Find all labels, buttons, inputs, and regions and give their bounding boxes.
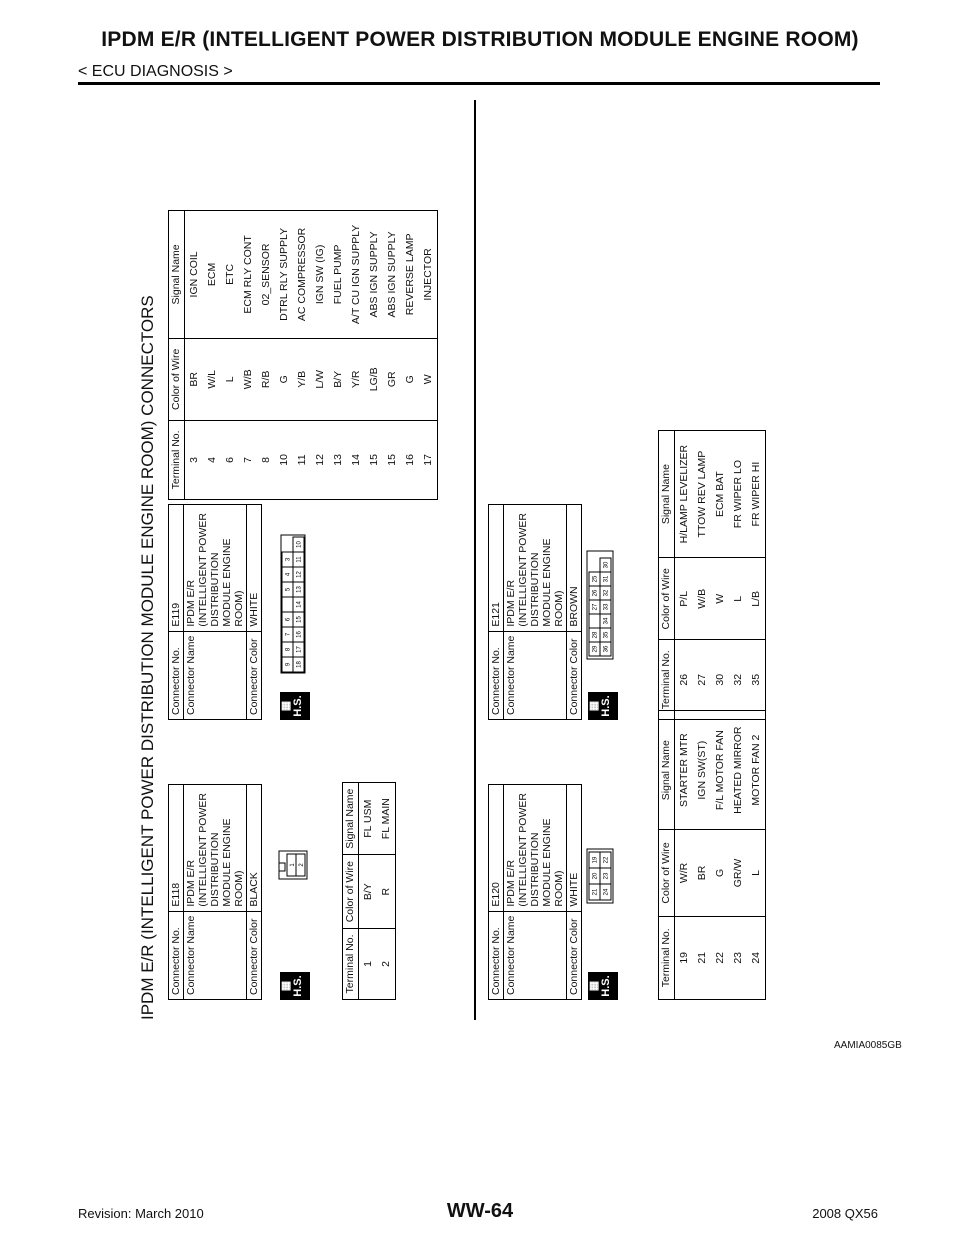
pin-key-slot <box>282 597 293 612</box>
connector-name-label: Connector Name <box>504 631 567 719</box>
signal-name: IGN COIL <box>185 211 204 339</box>
figure-reference: AAMIA0085GB <box>834 1040 902 1051</box>
pin-label: 22 <box>603 856 610 864</box>
pin-face-e118 <box>278 850 313 880</box>
terminal-no: 22 <box>711 916 729 999</box>
connector-info-table <box>488 784 582 1000</box>
signal-name: FR WIPER LO <box>729 431 747 558</box>
wire-color: GR <box>383 338 401 420</box>
signal-name: TTOW REV LAMP <box>693 431 711 558</box>
connector-no-value: E120 <box>489 784 504 911</box>
terminal-no: 32 <box>729 640 747 720</box>
terminal-no-header: Terminal No. <box>659 640 675 720</box>
wire-color: G <box>401 338 419 420</box>
hs-icon: ▦ H.S. <box>588 692 618 720</box>
hs-label: H.S. <box>292 695 304 717</box>
pin-key-slot <box>589 614 600 628</box>
pin-label: 13 <box>296 586 303 593</box>
terminal-no: 13 <box>329 420 347 499</box>
table-row <box>329 211 347 500</box>
table-row <box>675 431 694 720</box>
signal-name: IGN SW(ST) <box>693 711 711 830</box>
wire-color-header: Color of Wire <box>659 830 675 916</box>
table-row <box>221 211 239 500</box>
footer-revision: Revision: March 2010 <box>78 1206 204 1221</box>
signal-name: F/L MOTOR FAN <box>711 711 729 830</box>
connector-no-label: Connector No. <box>169 911 184 999</box>
wire-color: B/Y <box>329 338 347 420</box>
signal-name: AC COMPRESSOR <box>293 211 311 339</box>
pin-label: 16 <box>296 631 303 638</box>
connector-no-label: Connector No. <box>489 631 504 719</box>
pin-label: 33 <box>603 603 610 611</box>
pin-label: 20 <box>592 872 599 880</box>
connector-block-e121 <box>488 444 762 720</box>
signal-name: INJECTOR <box>419 211 438 339</box>
pin-label: 25 <box>592 575 599 583</box>
terminal-no: 2 <box>377 928 396 999</box>
signal-name: IGN SW (IG) <box>311 211 329 339</box>
connector-info-table <box>168 784 262 1000</box>
pin-label: 34 <box>603 617 610 625</box>
connector-color-value: WHITE <box>247 504 262 631</box>
hs-label: H.S. <box>600 695 612 717</box>
terminal-no: 10 <box>275 420 293 499</box>
connector-color-label: Connector Color <box>247 911 262 999</box>
connector-block-e118 <box>168 784 392 1000</box>
signal-name: STARTER MTR <box>675 711 694 830</box>
wire-color: L <box>747 830 766 916</box>
hs-icon: ▦ H.S. <box>280 692 310 720</box>
signal-name: MOTOR FAN 2 <box>747 711 766 830</box>
table-row <box>401 211 419 500</box>
terminal-no: 17 <box>419 420 438 499</box>
pin-label: 15 <box>296 616 303 623</box>
wire-color-header: Color of Wire <box>659 558 675 640</box>
terminal-no: 35 <box>747 640 766 720</box>
terminal-no: 3 <box>185 420 204 499</box>
table-row <box>293 211 311 500</box>
table-row <box>729 711 747 1000</box>
pin-label: 3 <box>285 557 292 562</box>
table-row <box>185 211 204 500</box>
terminal-no-header: Terminal No. <box>343 928 359 999</box>
wire-color: G <box>275 338 293 420</box>
signal-name: ABS IGN SUPPLY <box>365 211 383 339</box>
wire-color: Y/R <box>347 338 365 420</box>
terminal-no: 24 <box>747 916 766 999</box>
terminal-table <box>658 430 766 720</box>
connector-info-table <box>488 504 582 720</box>
terminal-table <box>342 782 396 1000</box>
wire-color-header: Color of Wire <box>343 855 359 929</box>
table-row <box>311 211 329 500</box>
table-row <box>275 211 293 500</box>
terminal-no: 23 <box>729 916 747 999</box>
pin-label: 24 <box>603 888 610 896</box>
signal-name-header: Signal Name <box>659 711 675 830</box>
connector-name-label: Connector Name <box>504 911 567 999</box>
hs-label: H.S. <box>600 975 612 997</box>
connector-no-value: E121 <box>489 504 504 631</box>
wire-color-header: Color of Wire <box>169 338 185 420</box>
signal-name: ECM BAT <box>711 431 729 558</box>
connector-name-value: IPDM E/R (INTELLIGENT POWER DISTRIBUTION MODULE ENGINE ROOM) <box>184 504 247 631</box>
table-row <box>419 211 438 500</box>
table-row <box>203 211 221 500</box>
wire-color: LG/B <box>365 338 383 420</box>
connector-name-value: IPDM E/R (INTELLIGENT POWER DISTRIBUTION MODULE ENGINE ROOM) <box>504 504 567 631</box>
terminal-no: 15 <box>383 420 401 499</box>
pin-label: 35 <box>603 631 610 639</box>
connector-block-e120 <box>488 726 762 1000</box>
table-row <box>693 431 711 720</box>
table-row <box>711 711 729 1000</box>
pin-label: 14 <box>296 601 303 608</box>
connector-info-table <box>168 504 262 720</box>
wire-color: G <box>711 830 729 916</box>
pin-label: 1 <box>290 863 296 867</box>
wire-color: W <box>711 558 729 640</box>
pin-label: 7 <box>285 632 292 637</box>
terminal-no: 19 <box>675 916 694 999</box>
pin-label: 6 <box>285 617 292 622</box>
signal-name: FL MAIN <box>377 783 396 855</box>
wire-color: GR/W <box>729 830 747 916</box>
table-row <box>347 211 365 500</box>
pin-label: 5 <box>285 587 292 592</box>
hs-label: H.S. <box>292 975 304 997</box>
wire-color: Y/B <box>293 338 311 420</box>
page-number: WW-64 <box>446 1200 514 1222</box>
wire-color: L <box>221 338 239 420</box>
table-row <box>257 211 275 500</box>
connector-name-value: IPDM E/R (INTELLIGENT POWER DISTRIBUTION MODULE ENGINE ROOM) <box>184 784 247 911</box>
hs-icon: ▦ H.S. <box>280 972 310 1000</box>
pin-label: 29 <box>592 645 599 653</box>
terminal-no: 30 <box>711 640 729 720</box>
terminal-no: 16 <box>401 420 419 499</box>
pin-label: 28 <box>592 631 599 639</box>
terminal-no: 26 <box>675 640 694 720</box>
terminal-no: 11 <box>293 420 311 499</box>
signal-name-header: Signal Name <box>169 211 185 339</box>
terminal-no: 6 <box>221 420 239 499</box>
signal-name: ECM <box>203 211 221 339</box>
table-row <box>747 711 766 1000</box>
footer-model: 2008 QX56 <box>812 1206 878 1221</box>
wire-color: R/B <box>257 338 275 420</box>
signal-name: ABS IGN SUPPLY <box>383 211 401 339</box>
header-rule <box>78 82 880 85</box>
connector-color-label: Connector Color <box>247 631 262 719</box>
wire-color: W/B <box>693 558 711 640</box>
terminal-no: 27 <box>693 640 711 720</box>
wire-color: W/B <box>239 338 257 420</box>
terminal-no-header: Terminal No. <box>659 916 675 999</box>
signal-name: REVERSE LAMP <box>401 211 419 339</box>
signal-name: ETC <box>221 211 239 339</box>
pin-label: 32 <box>603 589 610 597</box>
signal-name: 02_SENSOR <box>257 211 275 339</box>
pin-label: 26 <box>592 589 599 597</box>
pin-label: 19 <box>592 856 599 864</box>
terminal-no: 8 <box>257 420 275 499</box>
pin-label: 31 <box>603 575 610 583</box>
pin-label: 12 <box>296 571 303 578</box>
table-row <box>711 431 729 720</box>
terminal-no: 15 <box>365 420 383 499</box>
pin-label: 36 <box>603 645 610 653</box>
table-row <box>747 431 766 720</box>
wire-color: L <box>729 558 747 640</box>
connector-color-label: Connector Color <box>567 631 582 719</box>
signal-name: FR WIPER HI <box>747 431 766 558</box>
connector-no-value: E118 <box>169 784 184 911</box>
wire-color: R <box>377 855 396 929</box>
table-row <box>675 711 694 1000</box>
signal-name-header: Signal Name <box>343 783 359 855</box>
connector-name-label: Connector Name <box>184 911 247 999</box>
pin-label: 27 <box>592 603 599 611</box>
pin-label: 30 <box>603 561 610 569</box>
diagram-title: IPDM E/R (INTELLIGENT POWER DISTRIBUTION MODULE ENGINE ROOM) CONNECTORS <box>138 295 157 1020</box>
signal-name: H/LAMP LEVELIZER <box>675 431 694 558</box>
pin-face-e121 <box>586 550 619 660</box>
terminal-no: 7 <box>239 420 257 499</box>
wire-color: B/Y <box>359 855 378 929</box>
terminal-table-e119 <box>168 210 438 500</box>
pin-label: 2 <box>299 863 305 867</box>
terminal-no: 12 <box>311 420 329 499</box>
table-row <box>239 211 257 500</box>
pin-face-e119 <box>280 534 311 674</box>
terminal-no: 21 <box>693 916 711 999</box>
pin-label: 17 <box>296 646 303 653</box>
connector-color-value: BROWN <box>567 504 582 631</box>
table-row <box>365 211 383 500</box>
pin-label: 9 <box>285 662 292 667</box>
pin-label: 23 <box>603 872 610 880</box>
terminal-no: 14 <box>347 420 365 499</box>
connector-no-label: Connector No. <box>489 911 504 999</box>
signal-name: FUEL PUMP <box>329 211 347 339</box>
terminal-no: 1 <box>359 928 378 999</box>
wire-color: P/L <box>675 558 694 640</box>
pin-label: 10 <box>296 541 303 548</box>
connector-name-label: Connector Name <box>184 631 247 719</box>
connector-color-value: BLACK <box>247 784 262 911</box>
connector-no-value: E119 <box>169 504 184 631</box>
signal-name: DTRL RLY SUPPLY <box>275 211 293 339</box>
connector-block-e119 <box>168 504 304 720</box>
connector-diagram <box>138 100 778 1020</box>
signal-name: ECM RLY CONT <box>239 211 257 339</box>
pin-label: 11 <box>296 556 303 563</box>
wire-color: W/R <box>675 830 694 916</box>
terminal-table <box>658 710 766 1000</box>
wire-color: BR <box>693 830 711 916</box>
pin-label: 8 <box>285 647 292 652</box>
wire-color: L/B <box>747 558 766 640</box>
table-row <box>729 431 747 720</box>
wire-color: W/L <box>203 338 221 420</box>
connector-name-value: IPDM E/R (INTELLIGENT POWER DISTRIBUTION MODULE ENGINE ROOM) <box>504 784 567 911</box>
pin-label: 4 <box>285 572 292 577</box>
terminal-no: 4 <box>203 420 221 499</box>
wire-color: L/W <box>311 338 329 420</box>
page-title: IPDM E/R (INTELLIGENT POWER DISTRIBUTION MODULE ENGINE ROOM) <box>101 28 859 51</box>
connector-no-label: Connector No. <box>169 631 184 719</box>
signal-name: FL USM <box>359 783 378 855</box>
connector-color-label: Connector Color <box>567 911 582 999</box>
section-subtitle: < ECU DIAGNOSIS > <box>78 63 233 80</box>
signal-name: A/T CU IGN SUPPLY <box>347 211 365 339</box>
table-row <box>383 211 401 500</box>
pin-label: 21 <box>592 888 599 896</box>
terminal-no-header: Terminal No. <box>169 420 185 499</box>
signal-name: HEATED MIRROR <box>729 711 747 830</box>
pin-label: 18 <box>296 661 303 668</box>
table-row <box>693 711 711 1000</box>
wire-color: W <box>419 338 438 420</box>
pin-face-e120 <box>586 848 619 904</box>
hs-icon: ▦ H.S. <box>588 972 618 1000</box>
wire-color: BR <box>185 338 204 420</box>
signal-name-header: Signal Name <box>659 431 675 558</box>
connector-color-value: WHITE <box>567 784 582 911</box>
